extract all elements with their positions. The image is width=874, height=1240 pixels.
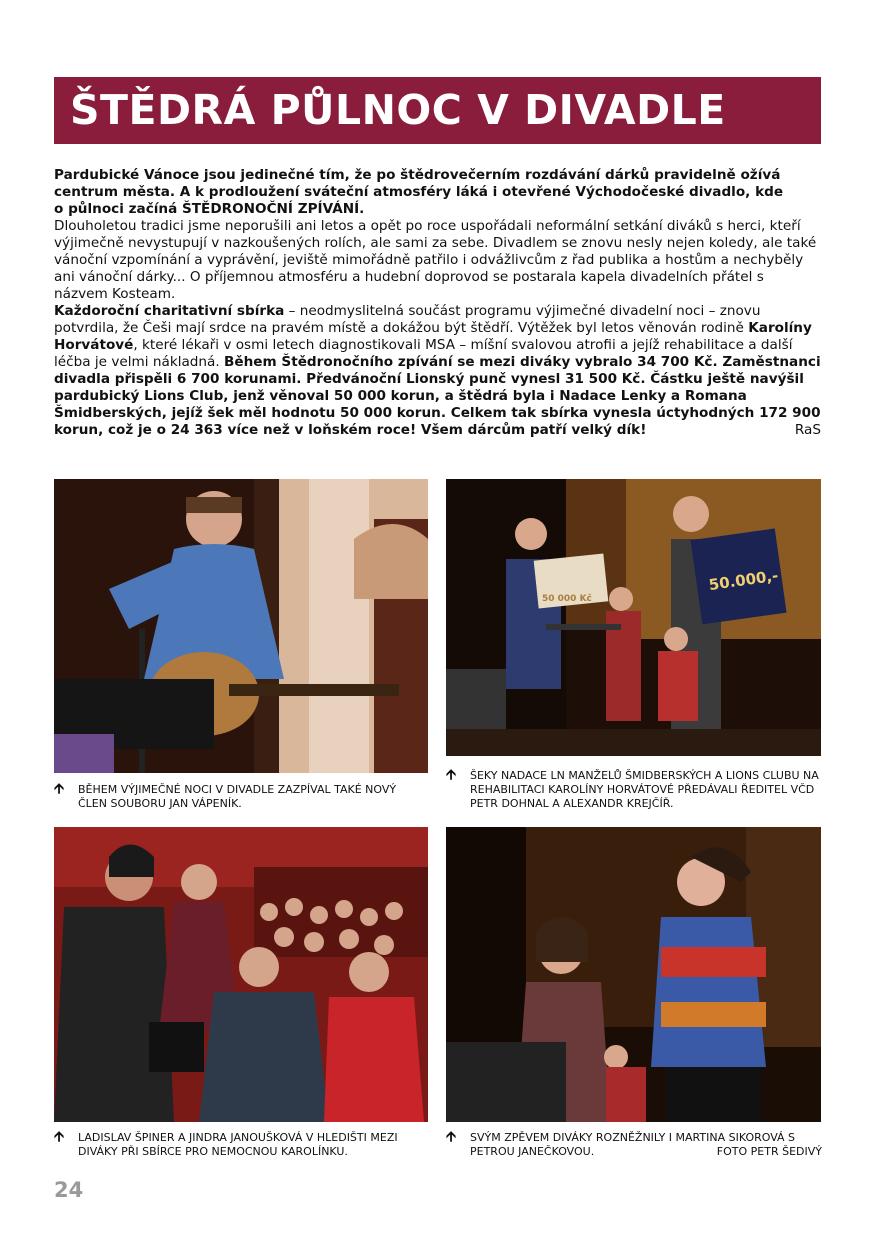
lead-paragraph xyxy=(54,167,821,218)
check-big-label: 50.000,- xyxy=(707,566,780,595)
caption-text: LADISLAV ŠPINER A JINDRA JANOUŠKOVÁ V HLEDIŠTI MEZI DIVÁKY PŘI SBÍRCE PRO NEMOCNOU KAROLÍNKU. xyxy=(78,1131,398,1158)
page-title: ŠTĚDRÁ PŮLNOC V DIVADLE xyxy=(70,86,726,134)
body-bold-2: Karolíny Horvátové xyxy=(54,320,812,353)
caption-text: SVÝM ZPĚVEM DIVÁKY ROZNĚŽNILY I MARTINA SIKOROVÁ S PETROU JANEČKOVOU. xyxy=(470,1131,796,1158)
body-text-1: – neodmyslitelná součást programu výjimečné divadelní noci – znovu potvrdila, že Češi mají srdce na pravém místě a dokážou být štědří. Výtěžek byl letos věnován rodině xyxy=(54,303,761,336)
body-bold-1: Každoroční charitativní sbírka xyxy=(54,303,285,319)
photo-audience xyxy=(54,827,428,1122)
lead-line-1: Pardubické Vánoce jsou jedinečné tím, že po štědrovečerním rozdávání dárků pravidelně ožívá xyxy=(54,167,781,183)
caption-text: BĚHEM VÝJIMEČNÉ NOCI V DIVADLE ZAZPÍVAL TAKÉ NOVÝ ČLEN SOUBORU JAN VÁPENÍK. xyxy=(78,783,397,810)
body-bold-3: Během Štědronočního zpívání se mezi diváky vybralo 34 700 Kč. Zaměstnanci divadla přispěli 6 700 korunami. Předvánoční Lionský punč vynesl 31 500 Kč. Částku ještě navýšil pardubický Lions Club, jenž věnoval 50 000 korun, a štědrá byla i Nadace Lenky a Romana Šmidberských, jejíž šek měl hodnotu 50 000 korun. Celkem tak sbírka vynesla úctyhodných 172 900 korun, což je o 24 363 více než v loňském roce! Všem dárcům patří velký dík! xyxy=(54,354,821,438)
check-small-label: 50 000 Kč xyxy=(542,594,592,604)
lead-line-3: o půlnoci začíná ŠTĚDRONOČNÍ ZPÍVÁNÍ. xyxy=(54,201,365,217)
caption-arrow-icon: 🡩 xyxy=(54,781,65,797)
author-signature: RaS xyxy=(794,422,821,438)
body-paragraph-2 xyxy=(54,303,821,439)
caption-1 xyxy=(54,781,428,811)
photo-singer-guitar xyxy=(54,479,428,773)
caption-arrow-icon: 🡩 xyxy=(446,1129,457,1145)
body-text-2: , které lékaři v osmi letech diagnostikovali MSA – míšní svalovou atrofii a jejíž rehabilitace a další léčba je velmi nákladná. xyxy=(54,337,793,370)
article-text xyxy=(54,167,821,439)
title-bar xyxy=(54,77,821,144)
photo-credit: FOTO PETR ŠEDIVÝ xyxy=(716,1145,822,1158)
caption-arrow-icon: 🡩 xyxy=(446,767,457,783)
caption-3 xyxy=(54,1129,428,1159)
photo-two-singers xyxy=(446,827,821,1122)
photo-check-handover xyxy=(446,479,821,756)
caption-arrow-icon: 🡩 xyxy=(54,1129,65,1145)
page-number: 24 xyxy=(54,1178,84,1202)
body-paragraph-1: Dlouholetou tradici jsme neporušili ani letos a opět po roce uspořádali neformální setkání diváků s herci, kteří výjimečně nevystupují v nazkoušených rolích, ale sami za sebe. Divadlem se znovu nesly nejen koledy, ale také vánoční vzpomínání a vyprávění, jeviště mimořádně patřilo i odvážlivcům z řad publika a hostům a nechyběly ani vánoční dárky... O příjemnou atmosféru a hudební doprovod se postarala kapela divadelních přátel s názvem Kosteam. xyxy=(54,218,817,302)
caption-4 xyxy=(446,1129,822,1159)
caption-2 xyxy=(446,767,822,811)
lead-line-2: centrum města. A k prodloužení sváteční atmosféry láká i otevřené Východočeské divadlo, kde xyxy=(54,184,784,200)
caption-text: ŠEKY NADACE LN MANŽELŮ ŠMIDBERSKÝCH A LIONS CLUBU NA REHABILITACI KAROLÍNY HORVÁTOVÉ PŘEDÁVALI ŘEDITEL VČD PETR DOHNAL A ALEXANDR KREJČÍŘ. xyxy=(470,769,819,810)
